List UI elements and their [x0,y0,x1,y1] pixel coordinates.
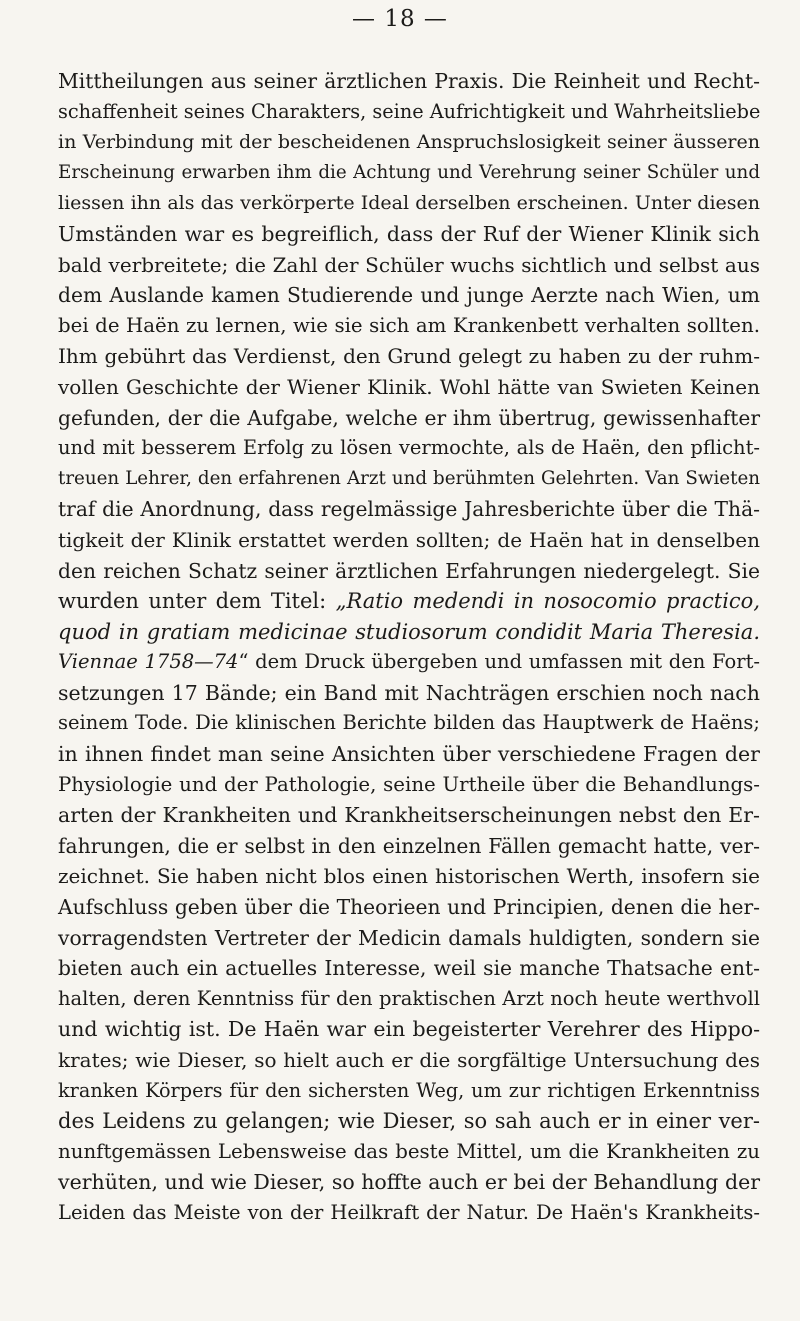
text-run: traf die Anordnung, dass regelmässige Jahresberichte über die Thä- [58,497,760,522]
text-line [58,158,760,189]
text-line [58,1167,760,1198]
text-line [58,647,760,678]
text-run: bald verbreitete; die Zahl der Schüler wuchs sichtlich und selbst aus [58,252,760,277]
text-line [58,831,760,862]
text-line [58,770,760,801]
text-line [58,433,760,464]
text-run: treuen Lehrer, den erfahrenen Arzt und berühmten Gelehrten. Van Swieten [58,467,760,489]
text-run: liessen ihn als das verkörperte Ideal derselben erscheinen. Unter diesen [58,192,760,215]
text-line [58,861,760,892]
text-line [58,617,760,648]
text-line [58,311,760,342]
text-run: in ihnen findet man seine Ansichten über verschiedene Fragen der [58,742,760,767]
italic-text: quod in gratiam medicinae studiosorum condidit Maria Theresia. [58,619,760,644]
text-run: und mit besserem Erfolg zu lösen vermochte, als de Haën, den pflicht- [58,436,760,460]
text-run: arten der Krankheiten und Krankheitserscheinungen nebst den Er- [58,803,760,828]
text-line [58,97,760,128]
text-run: bei de Haën zu lernen, wie sie sich am Krankenbett verhalten sollten. [58,313,760,337]
text-line [58,1106,760,1137]
page-number: — 18 — [352,6,448,32]
text-run: zeichnet. Sie haben nicht blos einen historischen Werth, insofern sie [58,864,760,889]
text-line [58,678,760,709]
text-line [58,800,760,831]
text-line [58,403,760,434]
italic-text: Viennae 1758—74 [58,650,239,674]
text-run: wurden unter dem Titel: [58,589,336,614]
text-run: vorragendsten Vertreter der Medicin damals huldigten, sondern sie [58,925,760,950]
text-run: fahrungen, die er selbst in den einzelnen Fällen gemacht hatte, ver- [58,833,760,858]
text-run: verhüten, und wie Dieser, so hoffte auch er bei der Behandlung der [58,1170,760,1195]
text-run: in Verbindung mit der bescheidenen Anspruchslosigkeit seiner äusseren [58,131,760,154]
text-line [58,739,760,770]
text-line [58,953,760,984]
text-line [58,494,760,525]
text-line [58,280,760,311]
text-run: gefunden, der die Aufgabe, welche er ihm übertrug, gewissenhafter [58,405,760,430]
text-run: “ dem Druck übergeben und umfassen mit den Fort- [238,650,761,674]
text-run: Ihm gebührt das Verdienst, den Grund gelegt zu haben zu der ruhm- [58,344,760,369]
text-line [58,188,760,219]
text-run: Umständen war es begreiflich, dass der Ruf der Wiener Klinik sich [58,221,760,246]
italic-text: „Ratio medendi in nosocomio practico, [335,589,760,614]
text-line [58,556,760,587]
text-run: setzungen 17 Bände; ein Band mit Nachträgen erschien noch nach [58,680,760,705]
text-line [58,1137,760,1168]
text-line [58,464,760,495]
text-run: kranken Körpers für den sichersten Weg, um zur richtigen Erkenntniss [58,1078,760,1102]
text-run: nunftgemässen Lebensweise das beste Mittel, um die Krankheiten zu [58,1139,760,1163]
text-line [58,892,760,923]
text-run: vollen Geschichte der Wiener Klinik. Wohl hätte van Swieten Keinen [58,374,760,399]
text-line [58,984,760,1015]
text-line [58,708,760,739]
text-line [58,525,760,556]
text-line [58,923,760,954]
text-run: des Leidens zu gelangen; wie Dieser, so sah auch er in einer ver- [58,1109,760,1134]
text-line [58,586,760,617]
text-run: und wichtig ist. De Haën war ein begeisterter Verehrer des Hippo- [58,1017,760,1042]
text-run: dem Auslande kamen Studierende und junge Aerzte nach Wien, um [58,283,760,308]
body-text [58,66,760,1229]
text-run: tigkeit der Klinik erstattet werden sollten; de Haën hat in denselben [58,527,760,552]
text-run: Aufschluss geben über die Theorieen und Principien, denen die her- [58,895,760,920]
text-run: Erscheinung erwarben ihm die Achtung und Verehrung seiner Schüler und [58,161,760,183]
text-line [58,1014,760,1045]
text-line [58,372,760,403]
text-line [58,1076,760,1107]
text-run: Mittheilungen aus seiner ärztlichen Praxis. Die Reinheit und Recht- [58,69,760,93]
text-run: Physiologie und der Pathologie, seine Urtheile über die Behandlungs- [58,772,760,796]
text-run: Leiden das Meiste von der Heilkraft der Natur. De Haën's Krankheits- [58,1200,760,1224]
text-line [58,1045,760,1076]
text-run: halten, deren Kenntniss für den praktischen Arzt noch heute werthvoll [58,986,760,1010]
text-run: seinem Tode. Die klinischen Berichte bilden das Hauptwerk de Haëns; [58,711,760,735]
text-run: den reichen Schatz seiner ärztlichen Erfahrungen niedergelegt. Sie [58,558,760,583]
text-line [58,66,760,97]
text-line [58,250,760,281]
text-line [58,1198,760,1229]
text-run: schaffenheit seines Charakters, seine Aufrichtigkeit und Wahrheitsliebe [58,99,761,123]
text-run: bieten auch ein actuelles Interesse, weil sie manche Thatsache ent- [58,956,760,981]
text-run: krates; wie Dieser, so hielt auch er die sorgfältige Untersuchung des [58,1048,760,1072]
text-line [58,341,760,372]
text-line [58,127,760,158]
text-line [58,219,760,250]
